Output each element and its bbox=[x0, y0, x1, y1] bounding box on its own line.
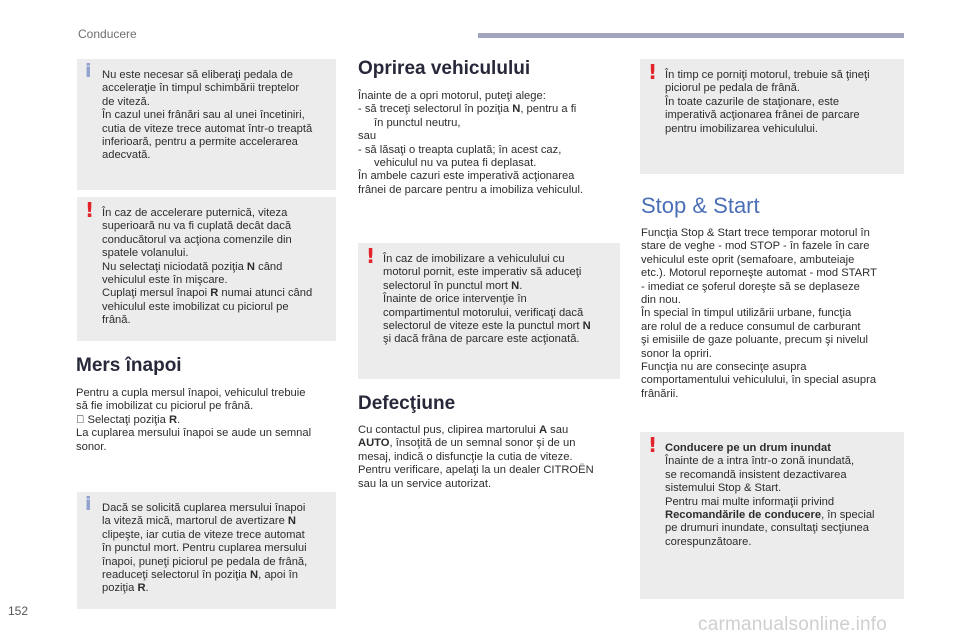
fault-paragraph: Cu contactul pus, clipirea martorului A sau AUTO, însoţită de un semnal sonor şi de un mesaj, indică o disfuncţie la cutia de viteze. Pentru verificare, apelaţi la un dealer CITROËN sau la un service autorizat. bbox=[358, 424, 594, 490]
page-number: 152 bbox=[8, 604, 29, 618]
watermark: carmanualsonline.info bbox=[698, 614, 888, 635]
warning-icon: ! bbox=[648, 433, 658, 457]
stop-paragraph: Înainte de a opri motorul, puteţi alege: - să treceţi selectorul în poziţia N, pentru a fi în punctul neutru, sau - să lăsaţi o treapta cuplată; în acest caz, vehiculul nu va putea fi deplasat. În ambele cazuri este imperativă acţionarea frânei de parcare pentru a imobiliza vehiculul. bbox=[358, 90, 584, 196]
header-bar bbox=[478, 33, 904, 38]
section-title-fault: Defecţiune bbox=[358, 393, 456, 414]
warning-line: Nu selectaţi niciodată poziţia N când bbox=[102, 260, 283, 273]
info-line: de viteză. bbox=[102, 95, 150, 108]
info-line: Nu este necesar să eliberaţi pedala de bbox=[102, 69, 293, 81]
info-box-reverse: i Dacă se solicită cuplarea mersului înapoi la viteză mică, martorul de avertizare N clipeşte, iar cutia de viteze trece automat în punctul mort. Pentru cuplarea mersului înapoi, puneţi piciorul pe pedala de frână, readuceţi selectorul în poziţia N, apoi în poziţia R. bbox=[77, 492, 336, 609]
info-icon: i bbox=[85, 493, 92, 515]
warning-box-immobilisation: ! În caz de imobilizare a vehiculului cu motorul pornit, este imperativ să aduceţi selectorul în punctul mort N. Înainte de orice intervenţie în compartimentul motorului, verificaţi dacă selectorul de viteze este la punctul mort N şi dacă frâna de parcare este acţionată. bbox=[358, 243, 620, 379]
reverse-paragraph: Pentru a cupla mersul înapoi, vehiculul trebuie să fie imobilizat cu piciorul pe frână. Selectaţi poziţia R. La cuplarea mersului înapoi se aude un semnal sonor. bbox=[76, 387, 312, 453]
section-header: Conducere bbox=[78, 27, 137, 41]
stop-start-paragraph: Funcţia Stop & Start trece temporar motorul în stare de veghe - mod STOP - în fazele în care vehiculul este oprit (semafoare, ambuteiaje etc.). Motorul reporneşte automat - mod START - imediat ce şoferul doreşte să se deplaseze din nou. În special în timpul utilizării urbane, funcţia are rolul de a reduce consumul de carburant şi emisiile de gaze poluante, precum şi nivelul sonor la opriri. Funcţia nu are consecinţe asupra comportamentului vehiculului, în special asupra frânării. bbox=[641, 227, 877, 400]
info-icon: i bbox=[85, 60, 92, 82]
warning-box-acceleration bbox=[77, 197, 336, 341]
warning-line: frână. bbox=[102, 314, 131, 327]
info-line: cutia de viteze trece automat într-o treaptă bbox=[102, 122, 313, 135]
warning-box-start: ! În timp ce porniţi motorul, trebuie să ţineţi piciorul pe pedala de frână. În toate cazurile de staţionare, este imperativă acţionarea frânei de parcare pentru imobilizarea vehiculului. bbox=[640, 59, 904, 174]
warning-line: superioară nu va fi cuplată decât dacă bbox=[102, 220, 292, 233]
info-box-gear-shift bbox=[77, 59, 336, 190]
warning-icon: ! bbox=[85, 198, 95, 222]
info-line: adecvată. bbox=[102, 149, 151, 162]
info-line: În cazul unei frânări sau al unei încetiniri, bbox=[102, 109, 305, 122]
info-line: inferioară, pentru a permite accelerarea bbox=[102, 136, 298, 149]
warning-box-flooded-road: ! Conducere pe un drum inundat Înainte de a intra într-o zonă inundată, se recomandă insistent dezactivarea sistemului Stop & Start. Pentru mai multe informaţii privind Recomandările de conducere, în special pe drumuri inundate, consultaţi secţiunea corespunzătoare. bbox=[640, 432, 904, 599]
warning-icon: ! bbox=[366, 244, 376, 268]
section-title-stop: Oprirea vehiculului bbox=[358, 58, 531, 79]
info-line: acceleraţie în timpul schimbării treptelor bbox=[102, 82, 300, 95]
warning-line: În caz de accelerare puternică, viteza bbox=[102, 207, 288, 219]
section-title-reverse: Mers înapoi bbox=[76, 355, 182, 376]
warning-line: spatele volanului. bbox=[102, 247, 189, 260]
warning-line: vehiculul este în mişcare. bbox=[102, 274, 228, 287]
warning-line: vehiculul este imobilizat cu piciorul pe bbox=[102, 300, 289, 313]
warning-icon: ! bbox=[648, 60, 658, 84]
warning-line: conducătorul va acţiona comenzile din bbox=[102, 233, 292, 246]
section-title-stop-start: Stop & Start bbox=[641, 193, 760, 218]
warning-line: Cuplaţi mersul înapoi R numai atunci când bbox=[102, 287, 313, 300]
